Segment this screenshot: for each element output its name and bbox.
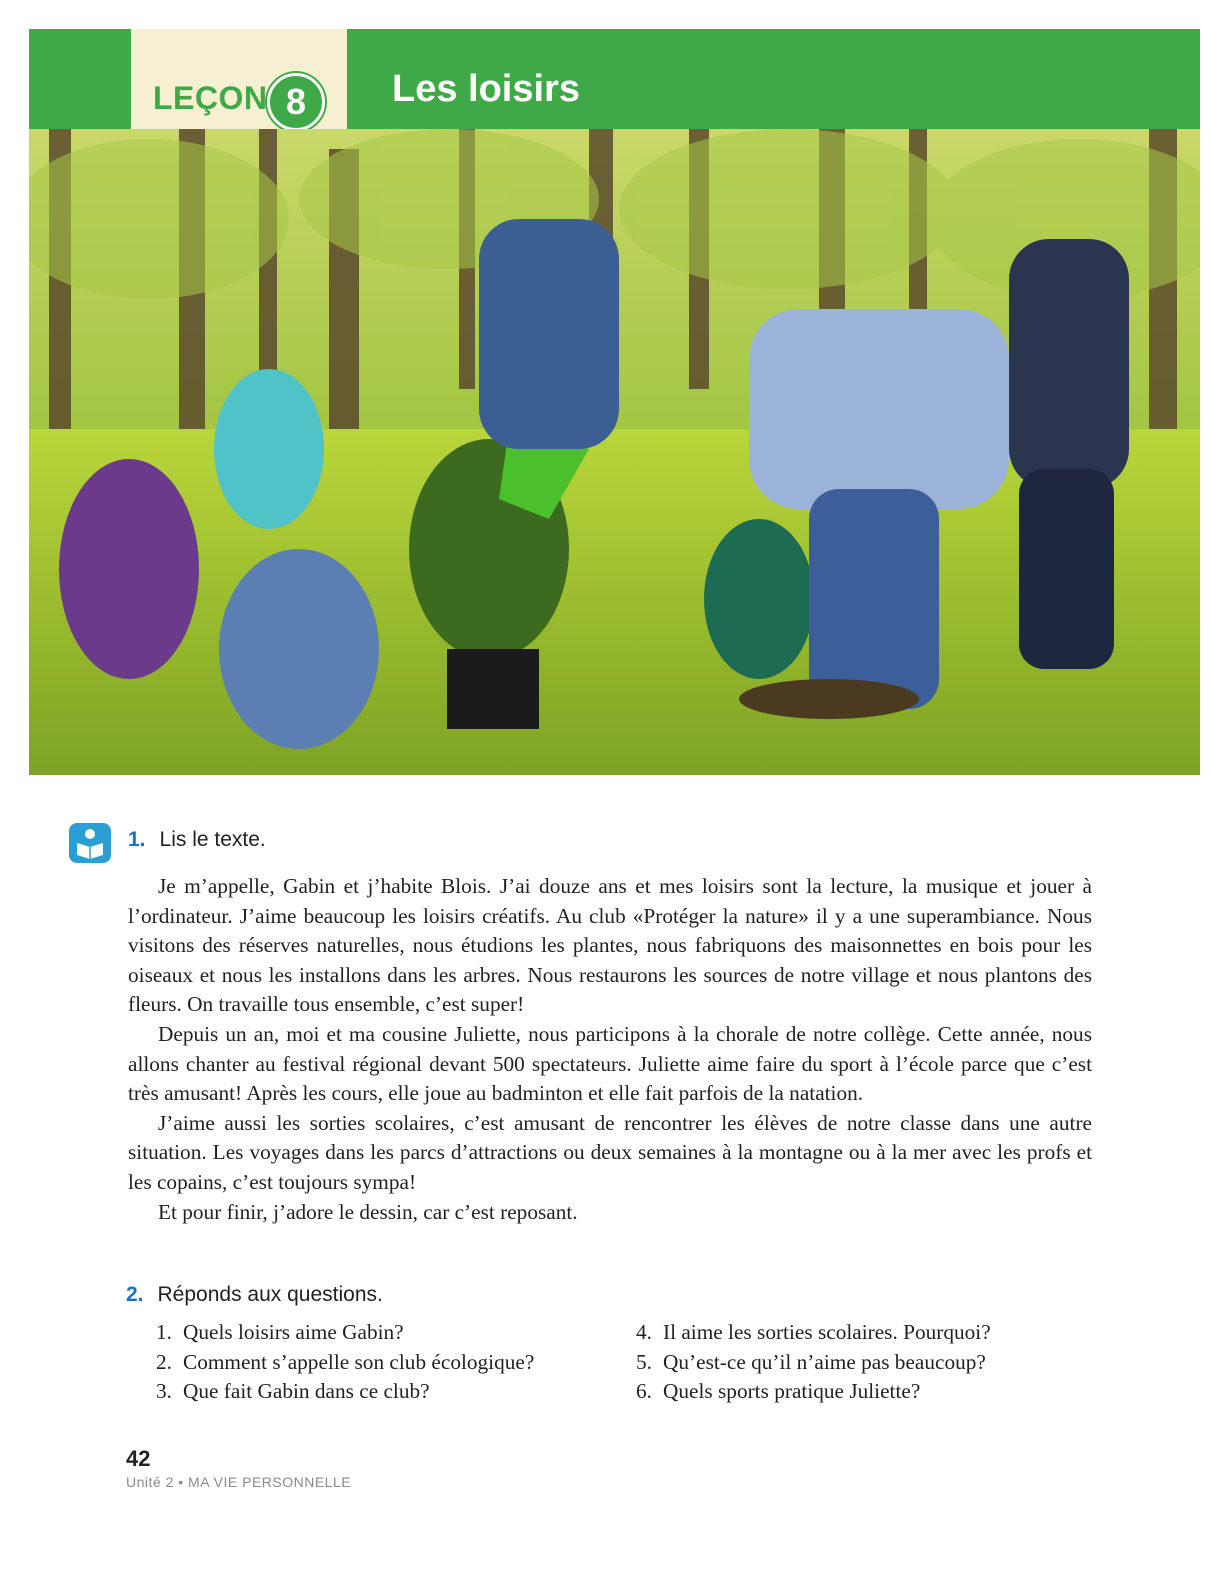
unit-label: Unité 2 • MA VIE PERSONNELLE <box>126 1474 352 1490</box>
lesson-photo <box>29 129 1200 775</box>
question-item <box>636 1348 991 1378</box>
reading-book-icon <box>69 823 111 863</box>
questions-right-column <box>636 1318 991 1407</box>
paragraph: Depuis un an, moi et ma cousine Juliette, nous participons à la chorale de notre collège. Cette année, nous allons chanter au festival régional devant 500 spectateurs. Juliette aime faire du sport à l’école parce que c’est très amusant! Après les cours, elle joue au badminton et elle fait parfois de la natation. <box>128 1021 1092 1106</box>
exercise-1-heading <box>128 828 266 852</box>
photo-illustration <box>29 129 1200 775</box>
question-text: Quels loisirs aime Gabin? <box>183 1320 404 1344</box>
questions-left-column <box>156 1318 534 1407</box>
reading-text <box>128 872 1092 1227</box>
question-number: 6. <box>636 1379 652 1404</box>
question-text: Il aime les sorties scolaires. Pourquoi? <box>663 1320 991 1344</box>
lesson-word: LEÇON <box>153 80 268 116</box>
question-item <box>636 1377 991 1407</box>
paragraph: J’aime aussi les sorties scolaires, c’est amusant de rencontrer les élèves de notre classe dans une autre situation. Les voyages dans les parcs d’attractions ou deux semaines à la montagne ou à la mer avec les profs et les copains, c’est toujours sympa! <box>128 1110 1092 1194</box>
lesson-number-badge: 8 <box>267 73 325 131</box>
exercise-1-instruction: Lis le texte. <box>159 828 266 851</box>
page-title: Les loisirs <box>392 68 580 110</box>
question-text: Quels sports pratique Juliette? <box>663 1379 921 1404</box>
question-item <box>636 1318 991 1348</box>
question-number: 5. <box>636 1349 652 1374</box>
question-text: Comment s’appelle son club écologique? <box>183 1349 535 1374</box>
exercise-2-heading <box>126 1283 383 1307</box>
paragraph: Et pour finir, j’adore le dessin, car c’est reposant. <box>158 1199 578 1224</box>
question-number: 1. <box>156 1320 172 1344</box>
question-number: 4. <box>636 1320 652 1344</box>
exercise-2-instruction: Réponds aux questions. <box>157 1283 383 1306</box>
page-number: 42 <box>126 1446 151 1471</box>
paragraph: Je m’appelle, Gabin et j’habite Blois. J’ai douze ans et mes loisirs sont la lecture, la musique et jouer à l’ordinateur. J’aime beaucoup les loisirs créatifs. Au club «Protéger la nature» il y a une superambiance. Nous visitons des réserves naturelles, nous étudions les plantes, nous fabriquons des maisonnettes en bois pour les oiseaux et nous les installons dans les arbres. Nous restaurons les sources de notre village et nous plantons des fleurs. On travaille tous ensemble, c’est super! <box>128 874 1092 1017</box>
exercise-2-number: 2. <box>126 1283 144 1306</box>
question-item <box>156 1318 534 1348</box>
exercise-1-number: 1. <box>128 828 146 851</box>
question-text: Qu’est-ce qu’il n’aime pas beaucoup? <box>663 1349 986 1374</box>
question-number: 3. <box>156 1379 172 1404</box>
question-item <box>156 1348 534 1378</box>
question-number: 2. <box>156 1349 172 1374</box>
question-item <box>156 1377 534 1407</box>
question-text: Que fait Gabin dans ce club? <box>183 1379 430 1404</box>
